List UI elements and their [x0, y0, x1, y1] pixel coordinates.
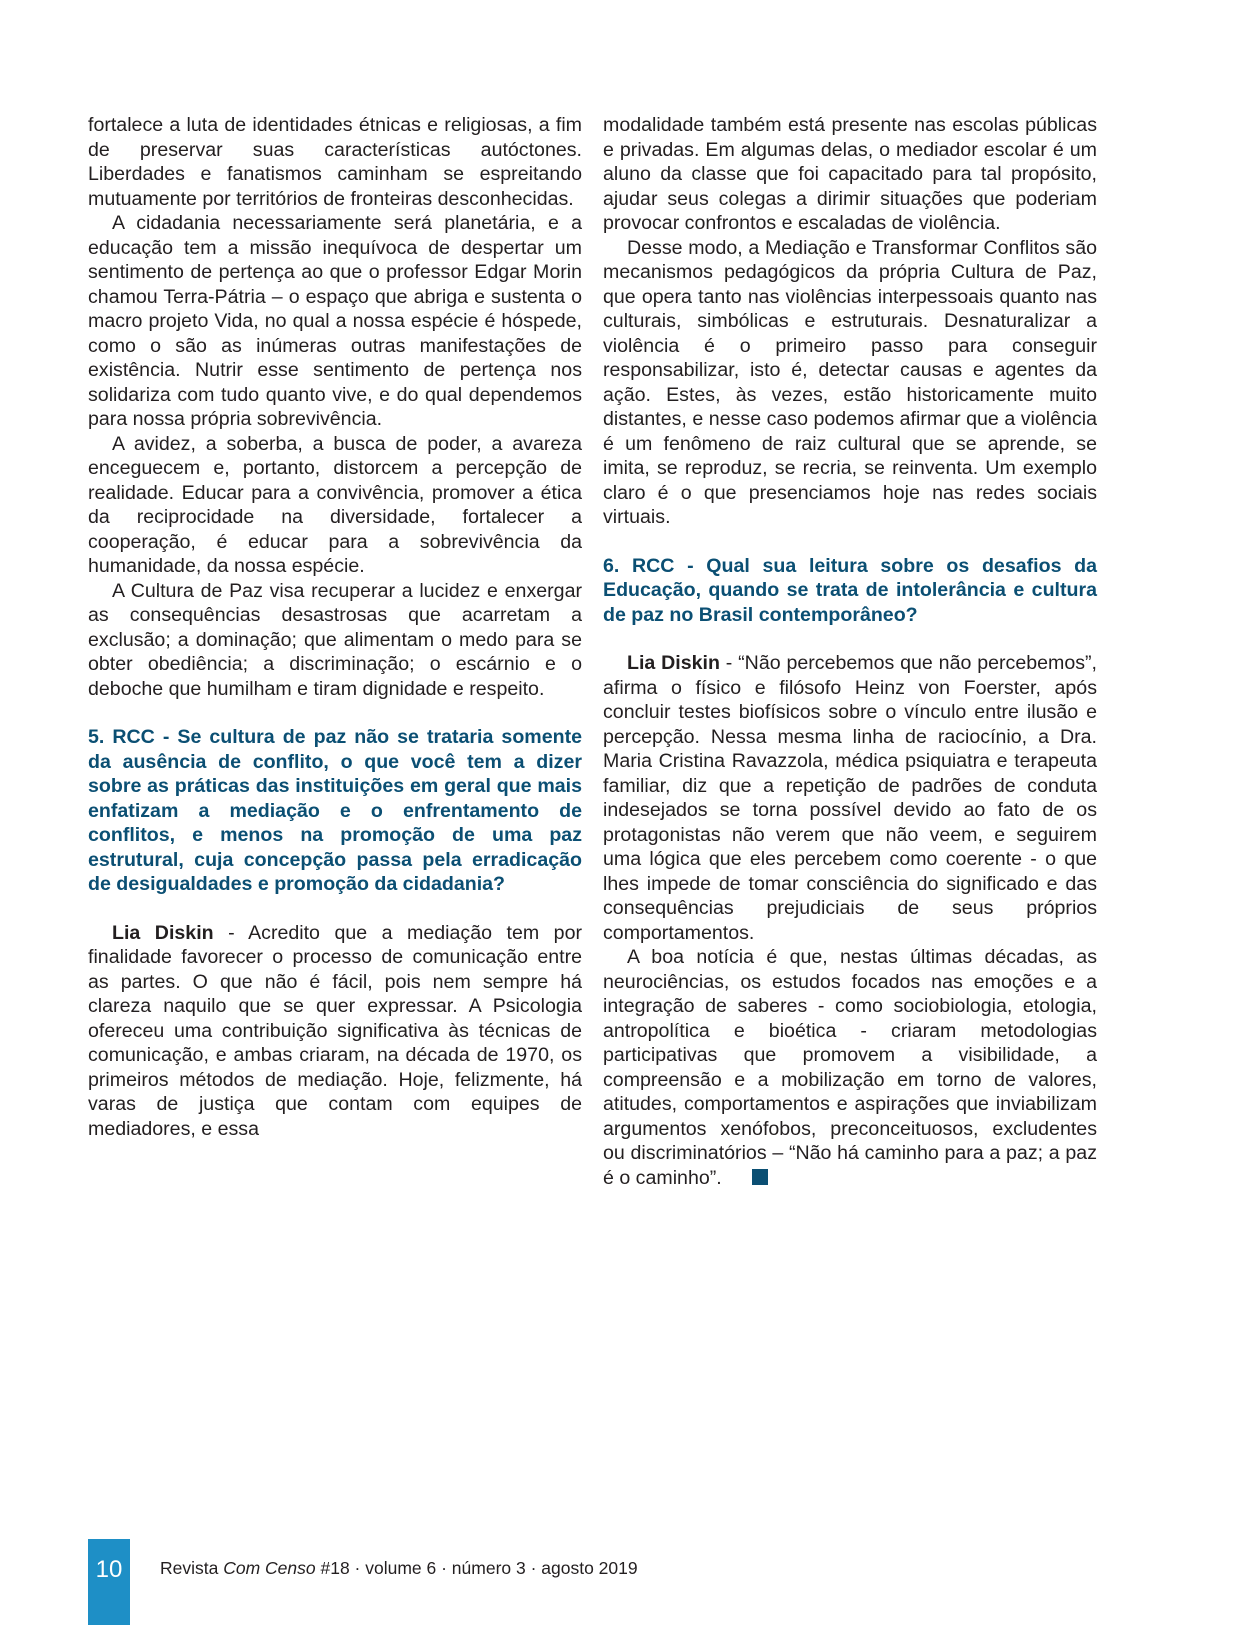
page-number: 10	[95, 1556, 123, 1583]
closing-paragraph	[603, 945, 1097, 1190]
body-paragraph: A avidez, a soberba, a busca de poder, a avareza enceguecem e, portanto, distorcem a percepção de realidade. Educar para a convivência, promover a ética da reciprocidade na diversidade, fortalecer a cooperação, é educar para a sobrevivência da humanidade, da nossa espécie.	[88, 432, 582, 577]
answer-6-text: - “Não percebemos que não percebemos”, afirma o físico e filósofo Heinz von Foerster, após concluir testes biofísicos sobre o vínculo entre ilusão e percepção. Nessa mesma linha de raciocínio, a Dra. Maria Cristina Ravazzola, médica psiquiatra e terapeuta familiar, diz que a repetição de padrões de conduta indesejados se torna possível devido ao fato de os protagonistas não verem que não veem, e seguirem uma lógica que eles percebem como coerente - o que lhes impede de tomar consciência do significado e das consequências prejudiciais de seus próprios comportamentos.	[603, 652, 1097, 944]
question-5-heading: 5. RCC - Se cultura de paz não se trataria somente da ausência de conflito, o que você tem a dizer sobre as práticas das instituições em geral que mais enfatizam a mediação e o enfrentamento de conflitos, e menos na promoção de uma paz estrutural, cuja concepção passa pela erradicação de desigualdades e promoção da cidadania?	[88, 726, 582, 895]
right-column	[603, 113, 1097, 1190]
closing-text: A boa notícia é que, nestas últimas décadas, as neurociências, os estudos focados nas emoções e a integração de saberes - como sociobiologia, etologia, antropolítica e bioética - criaram metodologias participativas que promovem a visibilidade, a compreensão e a mobilização em torno de valores, atitudes, comportamentos e aspirações que inviabilizam argumentos xenófobos, preconceituosos, excludentes ou discriminatórios – “Não há caminho para a paz; a paz é o caminho”.	[603, 946, 1097, 1189]
body-paragraph: A cidadania necessariamente será planetária, e a educação tem a missão inequívoca de despertar um sentimento de pertença ao que o professor Edgar Morin chamou Terra-Pátria – o espaço que abriga e sustenta o macro projeto Vida, no qual a nossa espécie é hóspede, como o são as inúmeras outras manifestações de existência. Nutrir esse sentimento de pertença nos solidariza com tudo quanto vive, e do qual dependemos para nossa própria sobrevivência.	[88, 212, 582, 430]
speaker-name: Lia Diskin	[112, 921, 214, 944]
body-paragraph: modalidade também está presente nas escolas públicas e privadas. Em algumas delas, o mediador escolar é um aluno da classe que foi capacitado para tal propósito, ajudar seus colegas a dirimir situações que poderiam provocar confrontos e escaladas de violência.	[603, 114, 1097, 234]
end-of-article-mark	[752, 1169, 768, 1185]
body-paragraph: A Cultura de Paz visa recuperar a lucidez e enxergar as consequências desastrosas que acarretam a exclusão; a dominação; que alimentam o medo para se obter obediência; a discriminação; o escárnio e o deboche que humilham e tiram dignidade e respeito.	[88, 579, 582, 700]
speaker-name: Lia Diskin	[627, 652, 720, 674]
answer-5-paragraph	[88, 921, 582, 1142]
footer-citation	[160, 1558, 638, 1579]
question-6-heading: 6. RCC - Qual sua leitura sobre os desafios da Educação, quando se trata de intolerância e cultura de paz no Brasil contemporâneo?	[603, 554, 1097, 626]
body-paragraph: Desse modo, a Mediação e Transformar Conflitos são mecanismos pedagógicos da própria Cultura de Paz, que opera tanto nas violências interpessoais quanto nas culturais, simbólicas e estruturais. Desnaturalizar a violência é o primeiro passo para conseguir responsabilizar, isto é, detectar causas e agentes da ação. Estes, às vezes, estão historicamente muito distantes, e nesse caso podemos afirmar que a violência é um fenômeno de raiz cultural que se aprende, se imita, se reproduz, se recria, se reinventa. Um exemplo claro é o que presenciamos hoje nas redes sociais virtuais.	[603, 236, 1097, 528]
left-column	[88, 113, 582, 1141]
body-paragraph: fortalece a luta de identidades étnicas e religiosas, a fim de preservar suas características autóctones. Liberdades e fanatismos caminham se espreitando mutuamente por territórios de fronteiras desconhecidas.	[88, 114, 582, 210]
answer-6-paragraph	[603, 651, 1097, 945]
footer-magazine: Revista	[160, 1558, 224, 1578]
answer-5-text: - Acredito que a mediação tem por finalidade favorecer o processo de comunicação entre as partes. O que não é fácil, pois nem sempre há clareza naquilo que se quer expressar. A Psicologia ofereceu uma contribuição significativa às técnicas de comunicação, e ambas criaram, na década de 1970, os primeiros métodos de mediação. Hoje, felizmente, há varas de justiça que contam com equipes de mediadores, e essa	[88, 921, 582, 1140]
footer-issue: #18 · volume 6 · número 3 · agosto 2019	[315, 1558, 638, 1578]
footer-title: Com Censo	[223, 1558, 316, 1578]
